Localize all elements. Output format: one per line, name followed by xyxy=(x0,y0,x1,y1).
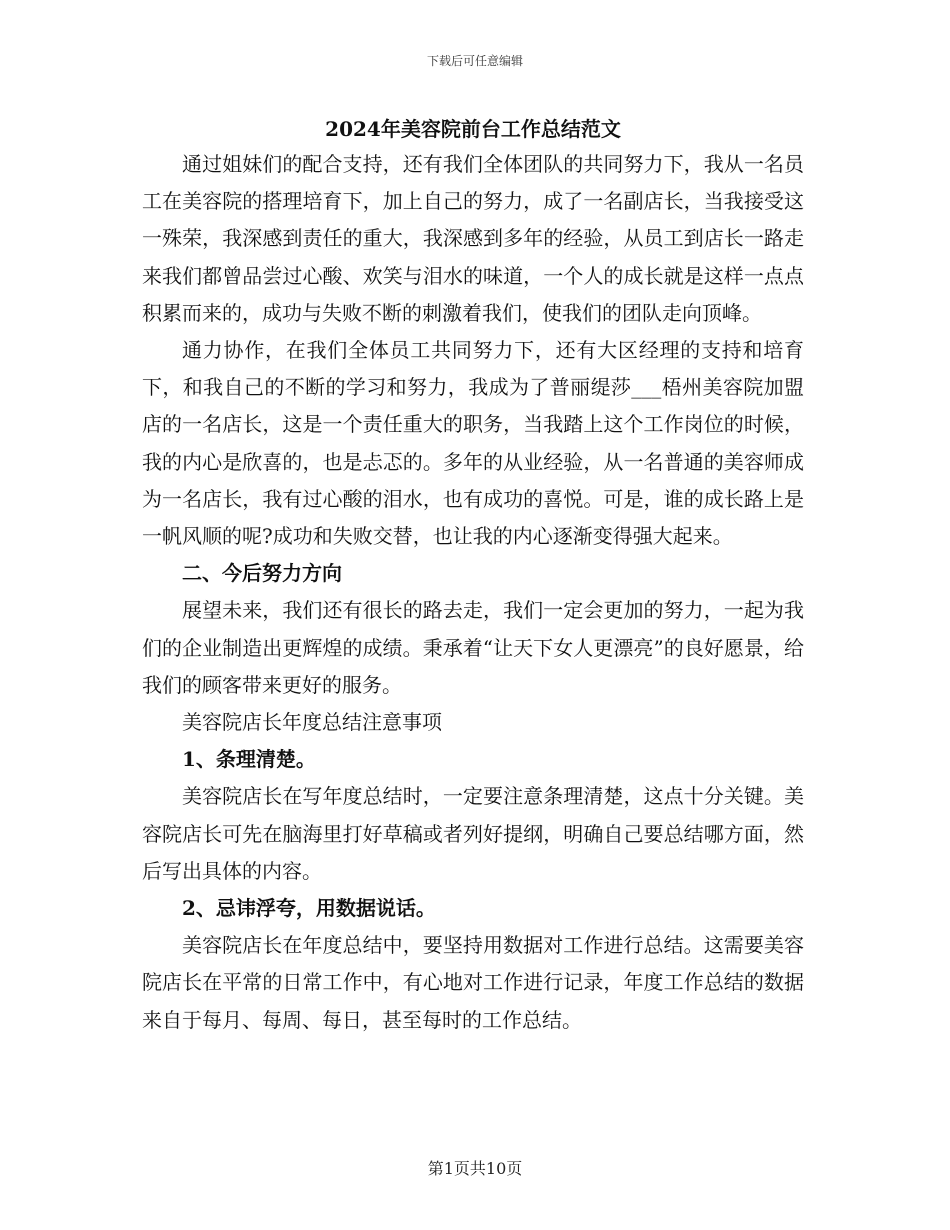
note-heading-data: 2、忌讳浮夸，用数据说话。 xyxy=(182,896,436,921)
document-title: 2024年美容院前台工作总结范文 xyxy=(325,117,621,141)
document-body xyxy=(142,112,804,1039)
paragraph-clarity: 美容院店长在写年度总结时，一定要注意条理清楚，这点十分关键。美容院店长可先在脑海里打好草稿或者列好提纲，明确自己要总结哪方面，然后写出具体的内容。 xyxy=(142,784,804,883)
note-heading-clarity: 1、条理清楚。 xyxy=(182,747,316,772)
paragraph-data: 美容院店长在年度总结中，要坚持用数据对工作进行总结。这需要美容院店长在平常的日常工作中，有心地对工作进行记录，年度工作总结的数据来自于每月、每周、每日，甚至每时的工作总结。 xyxy=(142,933,804,1032)
page-header: 下载后可任意编辑 xyxy=(426,54,523,68)
paragraph-teamwork: 通力协作，在我们全体员工共同努力下，还有大区经理的支持和培育下，和我自己的不断的学习和努力，我成为了普丽缇莎___梧州美容院加盟店的一名店长，这是一个责任重大的职务，当我踏上这个工作岗位的时候，我的内心是欣喜的，也是忐忑的。多年的从业经验，从一名普通的美容师成为一名店长，我有过心酸的泪水，也有成功的喜悦。可是，谁的成长路上是一帆风顺的呢?成功和失败交替，也让我的内心逐渐变得强大起来。 xyxy=(142,338,804,549)
notes-title: 美容院店长年度总结注意事项 xyxy=(182,710,442,735)
paragraph-outlook: 展望未来，我们还有很长的路去走，我们一定会更加的努力，一起为我们的企业制造出更辉煌的成绩。秉承着“让天下女人更漂亮”的良好愿景，给我们的顾客带来更好的服务。 xyxy=(142,598,804,697)
section-heading-future: 二、今后努力方向 xyxy=(182,561,342,586)
page-footer: 第1页共10页 xyxy=(427,1159,523,1178)
paragraph-intro: 通过姐妹们的配合支持，还有我们全体团队的共同努力下，我从一名员工在美容院的搭理培育下，加上自己的努力，成了一名副店长，当我接受这一殊荣，我深感到责任的重大，我深感到多年的经验，从员工到店长一路走来我们都曾品尝过心酸、欢笑与泪水的味道，一个人的成长就是这样一点点积累而来的，成功与失败不断的刺激着我们，使我们的团队走向顶峰。 xyxy=(142,152,804,325)
